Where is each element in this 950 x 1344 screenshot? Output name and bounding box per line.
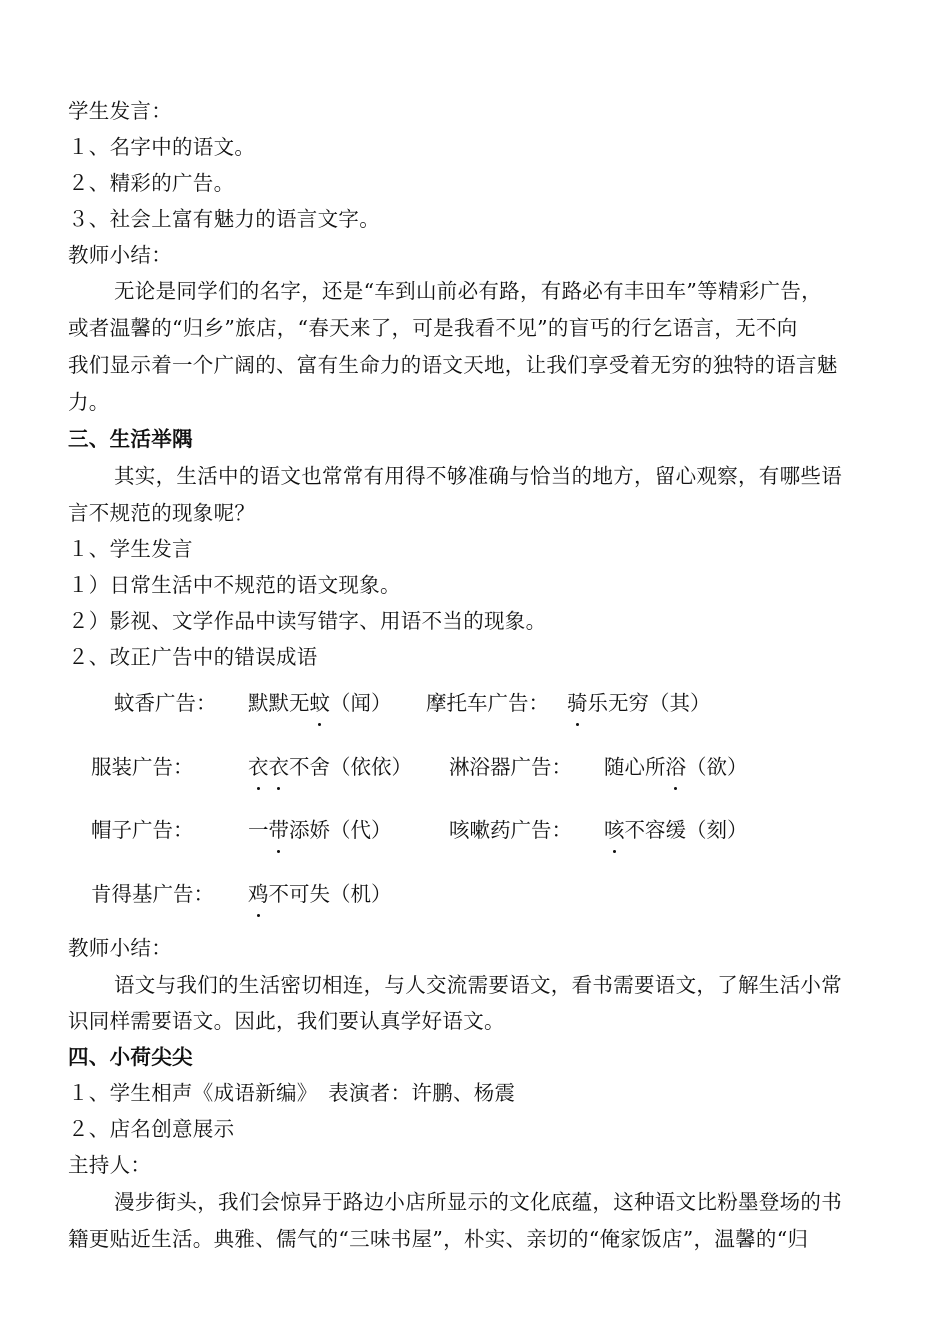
ad-label: 肯得基广告： [91,882,214,906]
list-item: ３、社会上富有魅力的语言文字。 [68,207,380,231]
paragraph-line: 或者温馨的“归乡”旅店，“春天来了，可是我看不见”的盲丐的行乞语言，无不向 [68,316,798,340]
paragraph-line: 其实，生活中的语文也常常有用得不够准确与恰当的地方，留心观察，有哪些语 [114,464,842,488]
list-item: １、学生发言 [68,537,193,561]
host-label: 主持人： [68,1153,152,1177]
ad-label: 咳嗽药广告： [449,818,572,842]
emphasis-char: 蚊 [310,685,331,721]
line-students-speak: 学生发言： [68,99,172,123]
idiom-text: 一 [248,818,269,842]
emphasis-char [248,755,289,779]
ad-label: 摩托车广告： [426,691,549,715]
paragraph-line: 无论是同学们的名字，还是“车到山前必有路，有路必有丰田车”等精彩广告， [114,279,822,303]
emphasis-char: 衣 [269,749,290,785]
idiom-text: 不容缓（刻） [624,818,748,842]
list-item: ２、改正广告中的错误成语 [68,645,318,669]
ad-idiom [567,685,711,721]
list-item: ２、店名创意展示 [68,1117,235,1141]
ad-idiom [248,685,392,721]
paragraph-line: 言不规范的现象呢？ [68,501,256,525]
idiom-text: （闻） [330,691,392,715]
teacher-summary-label: 教师小结： [68,243,172,267]
ad-idiom [248,812,392,848]
ad-idiom [248,876,392,912]
idiom-text: 乐无穷（其） [587,691,711,715]
idiom-text: 不舍（依依） [289,755,412,779]
paragraph-line: 我们显示着一个广阔的、富有生命力的语文天地，让我们享受着无穷的独特的语言魅 [68,353,838,377]
teacher-summary-label: 教师小结： [68,936,172,960]
ad-idiom [604,812,748,848]
idiom-text: 添娇（代） [289,818,392,842]
idiom-text: 随心所 [604,755,666,779]
paragraph-line: 识同样需要语文。因此，我们要认真学好语文。 [68,1009,505,1033]
ad-label: 淋浴器广告： [449,755,572,779]
paragraph-line: 籍更贴近生活。典雅、儒气的“三味书屋”，朴实、亲切的“俺家饭店”，温馨的“归 [68,1227,809,1251]
emphasis-char: 鸡 [248,876,269,912]
list-item: １）日常生活中不规范的语文现象。 [68,573,401,597]
paragraph-line: 漫步街头，我们会惊异于路边小店所显示的文化底蕴，这种语文比粉墨登场的书 [114,1190,842,1214]
paragraph-line: 语文与我们的生活密切相连，与人交流需要语文，看书需要语文，了解生活小常 [114,973,842,997]
section-heading-4: 四、小荷尖尖 [68,1045,193,1069]
idiom-text: （欲） [686,755,748,779]
list-item: ２、精彩的广告。 [68,171,235,195]
emphasis-char: 咳 [604,812,625,848]
emphasis-char: 骑 [567,685,588,721]
list-item: ２）影视、文学作品中读写错字、用语不当的现象。 [68,609,547,633]
emphasis-char: 带 [269,812,290,848]
ad-label: 服装广告： [91,755,194,779]
ad-label: 帽子广告： [91,818,194,842]
idiom-text: 默默无 [248,691,310,715]
emphasis-char: 浴 [666,749,687,785]
list-item: １、名字中的语文。 [68,135,256,159]
paragraph-line: 力。 [68,390,110,414]
ad-idiom [248,749,412,785]
ad-idiom [604,749,748,785]
emphasis-char: 衣 [248,749,269,785]
ad-label: 蚊香广告： [114,691,217,715]
list-item: １、学生相声《成语新编》 表演者：许鹏、杨震 [68,1081,516,1105]
section-heading-3: 三、生活举隅 [68,427,193,451]
idiom-text: 不可失（机） [268,882,392,906]
